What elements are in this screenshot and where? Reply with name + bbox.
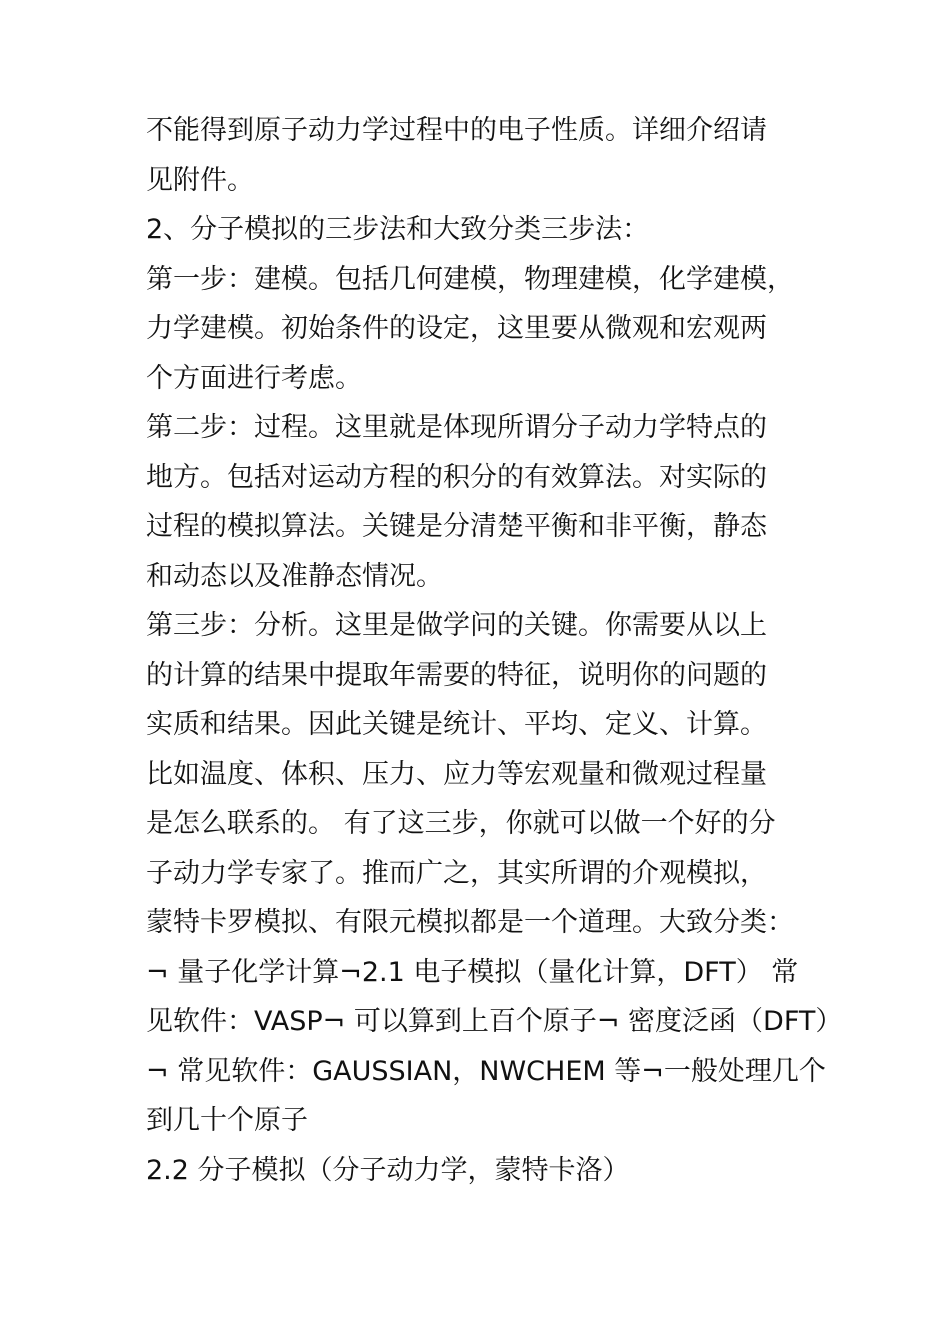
text-line-20: ¬ 常见软件：GAUSSIAN，NWCHEM 等¬一般处理几个: [146, 1055, 826, 1087]
text-line-15: 是怎么联系的。 有了这三步，你就可以做一个好的分: [146, 808, 776, 839]
text-line-12: 的计算的结果中提取年需要的特征，说明你的问题的: [146, 659, 767, 691]
text-line-9: 过程的模拟算法。关键是分清楚平衡和非平衡，静态: [146, 511, 767, 542]
text-line-11: 第三步：分析。这里是做学问的关键。你需要从以上: [146, 610, 767, 641]
text-line-19: 见软件：VASP¬ 可以算到上百个原子¬ 密度泛函（DFT）: [146, 1006, 843, 1037]
text-line-4: 第一步：建模。包括几何建模，物理建模，化学建模，: [146, 263, 794, 295]
section-heading-2-2: 2.2 分子模拟（分子动力学，蒙特卡洛）: [146, 1154, 630, 1186]
text-line-6: 个方面进行考虑。: [146, 362, 362, 394]
text-line-5: 力学建模。初始条件的设定，这里要从微观和宏观两: [146, 313, 767, 344]
text-line-8: 地方。包括对运动方程的积分的有效算法。对实际的: [146, 461, 767, 493]
text-line-2: 见附件。: [146, 164, 254, 196]
text-line-18: ¬ 量子化学计算¬2.1 电子模拟（量化计算，DFT） 常: [146, 956, 799, 988]
text-line-21: 到几十个原子: [146, 1105, 308, 1136]
document-page: [146, 106, 843, 1195]
text-line-14: 比如温度、体积、压力、应力等宏观量和微观过程量: [146, 758, 767, 790]
text-line-10: 和动态以及准静态情况。: [146, 560, 443, 592]
section-heading-2: 2、分子模拟的三步法和大致分类三步法：: [146, 214, 650, 245]
text-line-1: 不能得到原子动力学过程中的电子性质。详细介绍请: [146, 115, 767, 146]
text-line-7: 第二步：过程。这里就是体现所谓分子动力学特点的: [146, 412, 767, 443]
text-line-16: 子动力学专家了。推而广之，其实所谓的介观模拟，: [146, 857, 767, 889]
text-line-17: 蒙特卡罗模拟、有限元模拟都是一个道理。大致分类：: [146, 907, 794, 938]
text-line-13: 实质和结果。因此关键是统计、平均、定义、计算。: [146, 709, 767, 740]
